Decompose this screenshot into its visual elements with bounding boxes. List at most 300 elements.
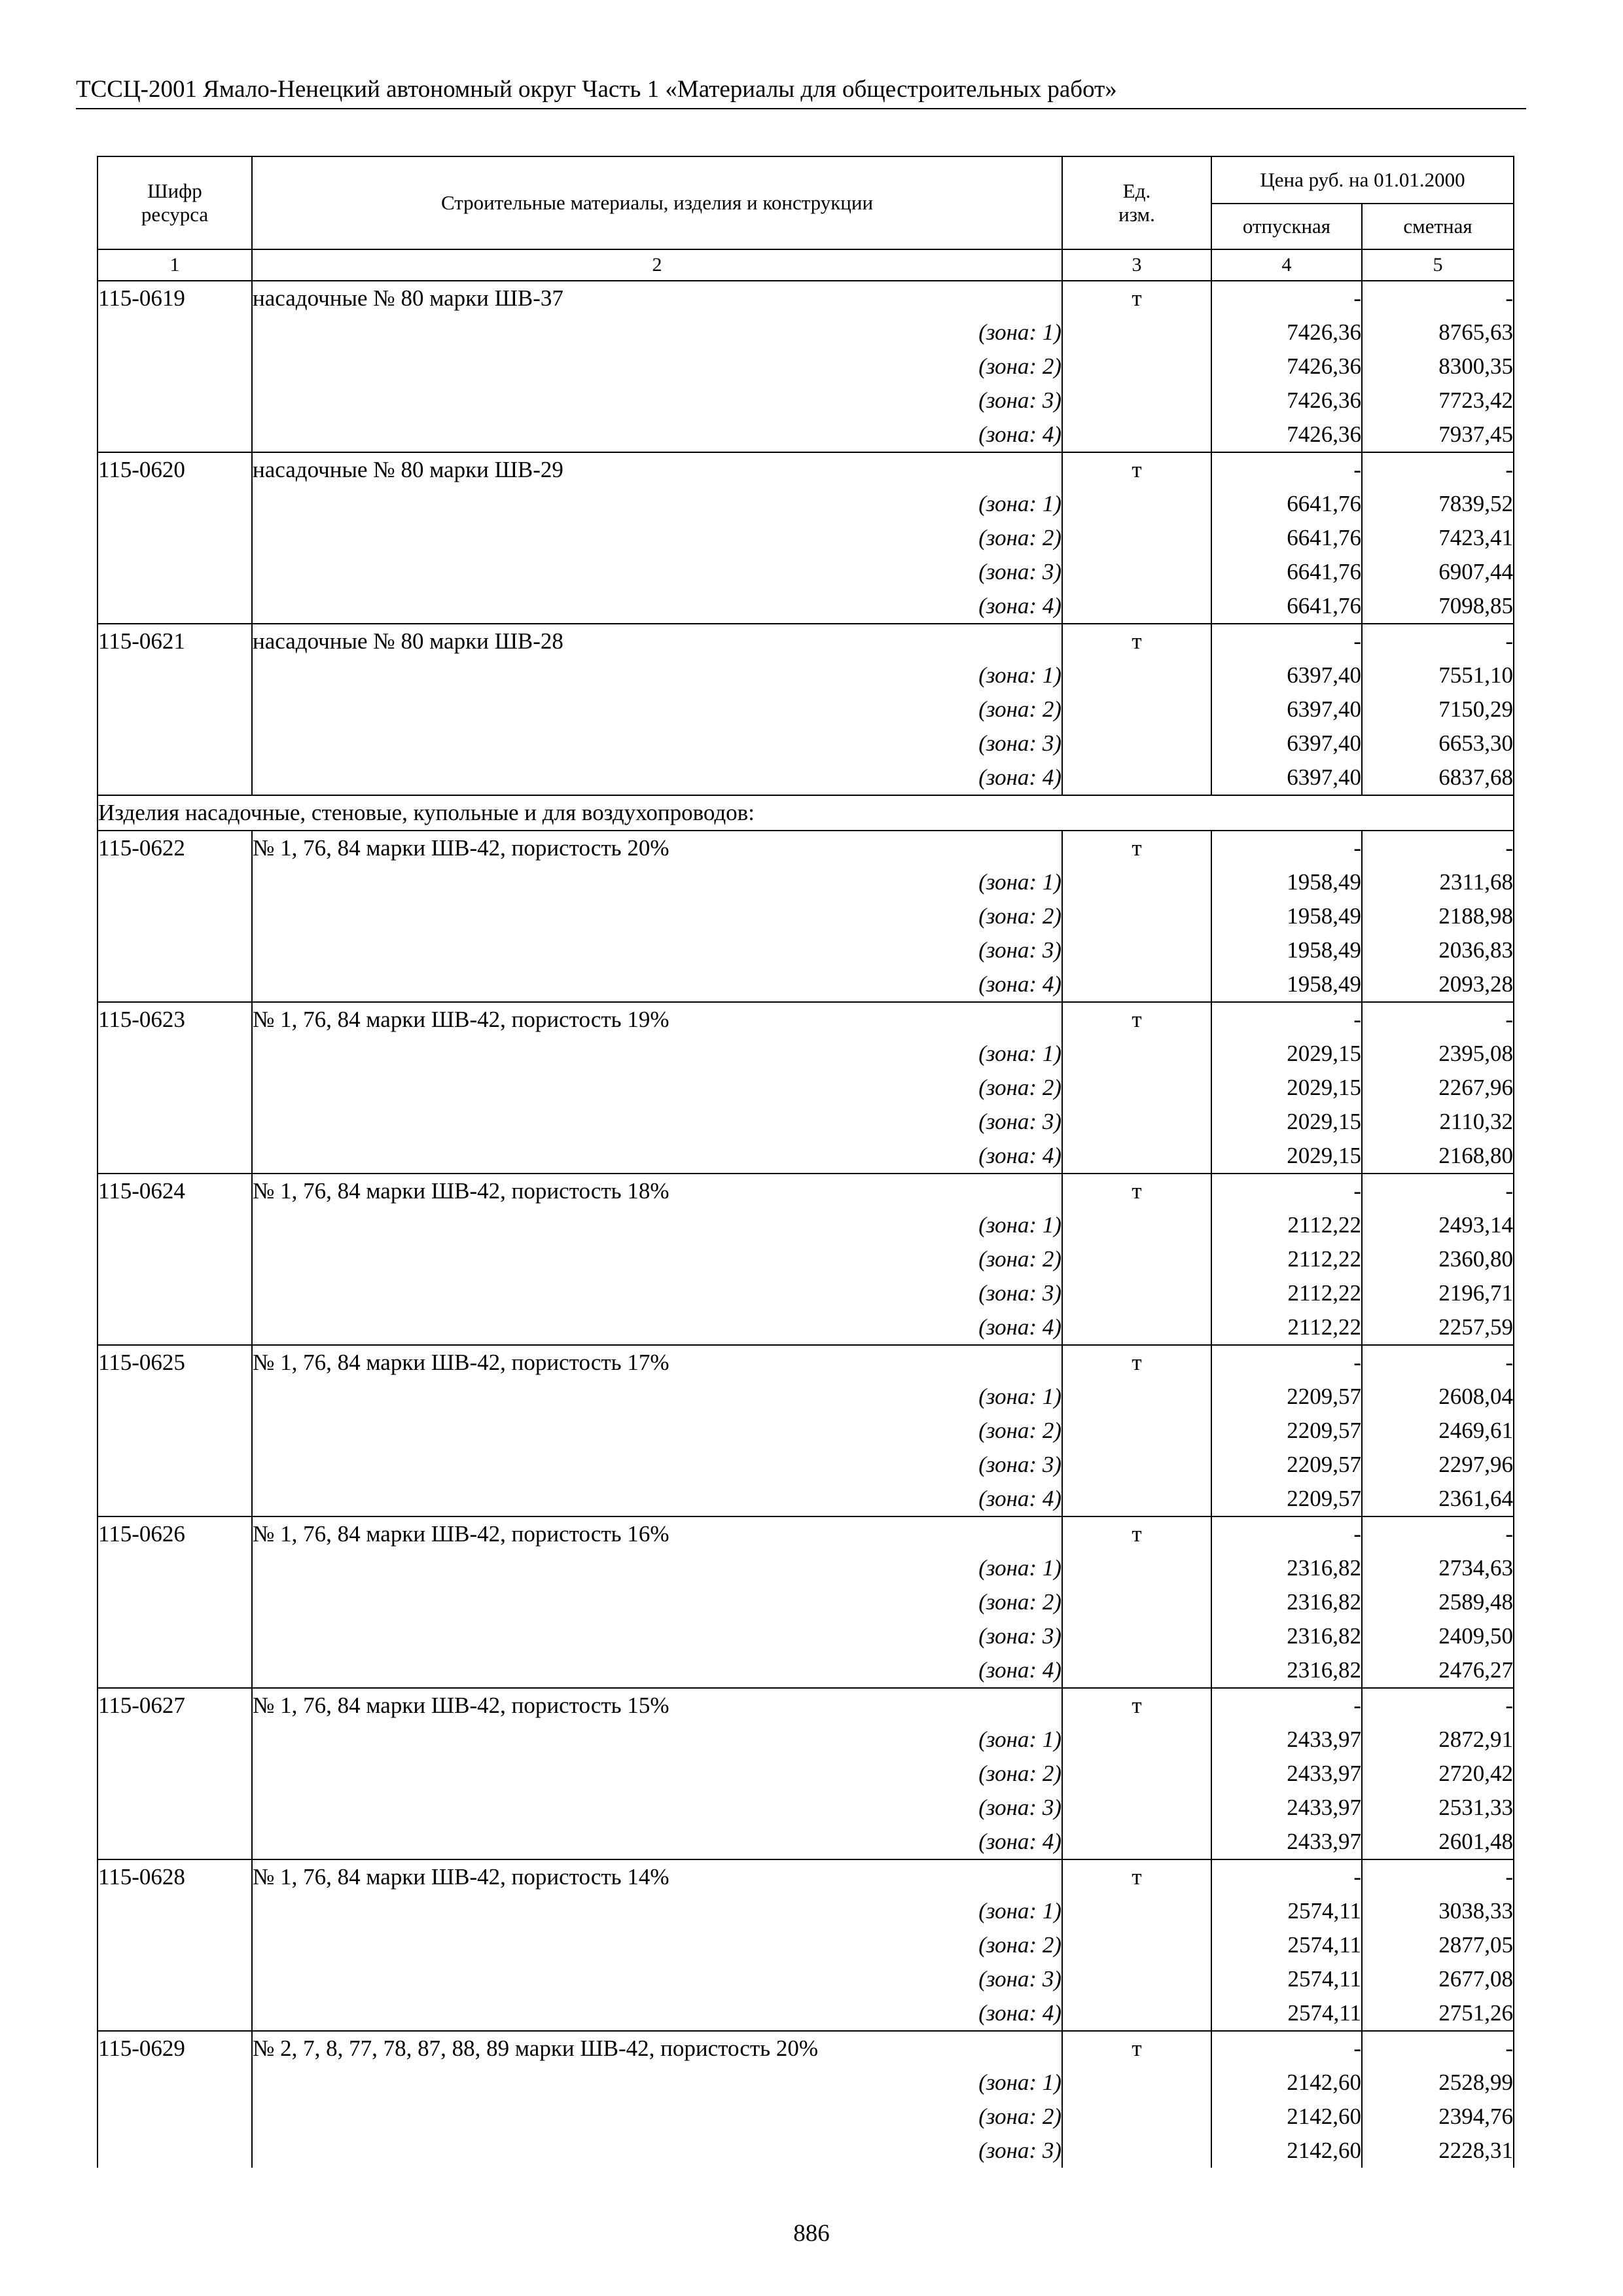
zone-label: (зона: 2) — [252, 521, 1062, 555]
zone-row — [98, 1380, 1514, 1414]
estimate-price: 8765,63 — [1362, 315, 1514, 350]
section-title: Изделия насадочные, стеновые, купольные и для воздухопроводов: — [98, 795, 1514, 831]
resource-code: 115-0625 — [98, 1345, 252, 1380]
release-price: 7426,36 — [1211, 315, 1362, 350]
release-price: 2142,60 — [1211, 2100, 1362, 2134]
release-price: 1958,49 — [1211, 865, 1362, 899]
estimate-price-dash: - — [1362, 1002, 1514, 1037]
zone-row — [98, 1653, 1514, 1688]
estimate-price: 7150,29 — [1362, 692, 1514, 726]
zone-unit-empty — [1062, 1482, 1211, 1516]
release-price-dash: - — [1211, 281, 1362, 315]
zone-code-empty — [98, 1380, 252, 1414]
resource-row — [98, 1002, 1514, 1037]
release-price-dash: - — [1211, 1516, 1362, 1551]
zone-unit-empty — [1062, 555, 1211, 589]
zone-label: (зона: 1) — [252, 1723, 1062, 1757]
zone-label: (зона: 1) — [252, 315, 1062, 350]
page-number: 886 — [793, 2220, 830, 2247]
zone-row — [98, 1105, 1514, 1139]
estimate-price: 2311,68 — [1362, 865, 1514, 899]
resource-unit: т — [1062, 1688, 1211, 1723]
col-number: 1 — [98, 249, 252, 281]
zone-unit-empty — [1062, 589, 1211, 624]
estimate-price: 3038,33 — [1362, 1894, 1514, 1928]
zone-row — [98, 1619, 1514, 1653]
zone-label: (зона: 4) — [252, 1996, 1062, 2031]
zone-unit-empty — [1062, 1723, 1211, 1757]
release-price: 1958,49 — [1211, 899, 1362, 933]
release-price: 2112,22 — [1211, 1310, 1362, 1345]
zone-label: (зона: 4) — [252, 589, 1062, 624]
zone-code-empty — [98, 1037, 252, 1071]
resource-code: 115-0622 — [98, 831, 252, 865]
zone-label: (зона: 2) — [252, 1585, 1062, 1619]
zone-row — [98, 2100, 1514, 2134]
release-price: 1958,49 — [1211, 967, 1362, 1002]
zone-unit-empty — [1062, 1928, 1211, 1962]
resource-code: 115-0627 — [98, 1688, 252, 1723]
release-price: 2209,57 — [1211, 1448, 1362, 1482]
zone-row — [98, 761, 1514, 795]
zone-row — [98, 1757, 1514, 1791]
zone-row — [98, 865, 1514, 899]
zone-row — [98, 521, 1514, 555]
zone-label: (зона: 2) — [252, 1242, 1062, 1276]
zone-code-empty — [98, 1619, 252, 1653]
estimate-price-dash: - — [1362, 1174, 1514, 1208]
estimate-price: 2110,32 — [1362, 1105, 1514, 1139]
zone-label: (зона: 3) — [252, 726, 1062, 761]
zone-unit-empty — [1062, 899, 1211, 933]
col-number: 3 — [1062, 249, 1211, 281]
zone-row — [98, 418, 1514, 452]
zone-label: (зона: 2) — [252, 899, 1062, 933]
release-price: 2209,57 — [1211, 1414, 1362, 1448]
table-head — [98, 156, 1514, 281]
zone-label: (зона: 4) — [252, 1310, 1062, 1345]
resource-unit: т — [1062, 281, 1211, 315]
estimate-price: 2360,80 — [1362, 1242, 1514, 1276]
zone-unit-empty — [1062, 1071, 1211, 1105]
estimate-price: 7423,41 — [1362, 521, 1514, 555]
col-release-header: отпускная — [1211, 204, 1362, 249]
zone-row — [98, 589, 1514, 624]
resource-code: 115-0623 — [98, 1002, 252, 1037]
estimate-price: 2196,71 — [1362, 1276, 1514, 1310]
resource-row — [98, 831, 1514, 865]
estimate-price-dash: - — [1362, 831, 1514, 865]
zone-code-empty — [98, 589, 252, 624]
release-price: 6397,40 — [1211, 658, 1362, 692]
zone-label: (зона: 3) — [252, 1962, 1062, 1996]
zone-row — [98, 967, 1514, 1002]
estimate-price: 2601,48 — [1362, 1825, 1514, 1859]
release-price: 2029,15 — [1211, 1105, 1362, 1139]
zone-row — [98, 1276, 1514, 1310]
zone-row — [98, 555, 1514, 589]
zone-label: (зона: 4) — [252, 1139, 1062, 1174]
table-body — [98, 281, 1514, 2168]
zone-row — [98, 487, 1514, 521]
estimate-price: 2394,76 — [1362, 2100, 1514, 2134]
zone-row — [98, 1791, 1514, 1825]
zone-unit-empty — [1062, 967, 1211, 1002]
estimate-price-dash: - — [1362, 452, 1514, 487]
zone-row — [98, 315, 1514, 350]
zone-code-empty — [98, 1482, 252, 1516]
zone-label: (зона: 3) — [252, 1448, 1062, 1482]
zone-label: (зона: 3) — [252, 1791, 1062, 1825]
estimate-price: 7937,45 — [1362, 418, 1514, 452]
release-price: 2574,11 — [1211, 1928, 1362, 1962]
zone-code-empty — [98, 384, 252, 418]
zone-code-empty — [98, 761, 252, 795]
zone-unit-empty — [1062, 1414, 1211, 1448]
estimate-price: 2257,59 — [1362, 1310, 1514, 1345]
zone-label: (зона: 3) — [252, 384, 1062, 418]
resource-unit: т — [1062, 831, 1211, 865]
release-price: 2316,82 — [1211, 1619, 1362, 1653]
zone-label: (зона: 1) — [252, 1380, 1062, 1414]
estimate-price: 7723,42 — [1362, 384, 1514, 418]
resource-code: 115-0624 — [98, 1174, 252, 1208]
zone-label: (зона: 3) — [252, 933, 1062, 967]
zone-unit-empty — [1062, 2100, 1211, 2134]
zone-unit-empty — [1062, 726, 1211, 761]
zone-code-empty — [98, 1310, 252, 1345]
release-price-dash: - — [1211, 2031, 1362, 2066]
estimate-price-dash: - — [1362, 1516, 1514, 1551]
release-price: 6397,40 — [1211, 761, 1362, 795]
zone-code-empty — [98, 1585, 252, 1619]
estimate-price: 2476,27 — [1362, 1653, 1514, 1688]
release-price: 2574,11 — [1211, 1996, 1362, 2031]
release-price: 2112,22 — [1211, 1276, 1362, 1310]
release-price: 2316,82 — [1211, 1585, 1362, 1619]
header-rule — [76, 108, 1526, 109]
zone-code-empty — [98, 521, 252, 555]
resource-name: насадочные № 80 марки ШВ-28 — [252, 624, 1062, 658]
release-price: 2112,22 — [1211, 1208, 1362, 1242]
release-price: 1958,49 — [1211, 933, 1362, 967]
release-price: 2029,15 — [1211, 1037, 1362, 1071]
zone-row — [98, 1448, 1514, 1482]
estimate-price: 2720,42 — [1362, 1757, 1514, 1791]
resource-row — [98, 452, 1514, 487]
zone-row — [98, 1962, 1514, 1996]
release-price: 6397,40 — [1211, 726, 1362, 761]
zone-code-empty — [98, 692, 252, 726]
resource-row — [98, 1688, 1514, 1723]
zone-code-empty — [98, 967, 252, 1002]
zone-label: (зона: 1) — [252, 1208, 1062, 1242]
release-price-dash: - — [1211, 624, 1362, 658]
estimate-price: 2267,96 — [1362, 1071, 1514, 1105]
release-price-dash: - — [1211, 1002, 1362, 1037]
release-price: 2433,97 — [1211, 1723, 1362, 1757]
zone-unit-empty — [1062, 2066, 1211, 2100]
resource-unit: т — [1062, 452, 1211, 487]
zone-unit-empty — [1062, 1448, 1211, 1482]
zone-code-empty — [98, 487, 252, 521]
zone-code-empty — [98, 2134, 252, 2168]
zone-label: (зона: 1) — [252, 658, 1062, 692]
zone-code-empty — [98, 1723, 252, 1757]
resource-name: № 1, 76, 84 марки ШВ-42, пористость 16% — [252, 1516, 1062, 1551]
zone-unit-empty — [1062, 1585, 1211, 1619]
resource-unit: т — [1062, 1516, 1211, 1551]
zone-code-empty — [98, 899, 252, 933]
zone-unit-empty — [1062, 1653, 1211, 1688]
resource-unit: т — [1062, 1345, 1211, 1380]
release-price: 2029,15 — [1211, 1139, 1362, 1174]
col-number: 2 — [252, 249, 1062, 281]
zone-label: (зона: 2) — [252, 1414, 1062, 1448]
resource-row — [98, 1859, 1514, 1894]
zone-row — [98, 1482, 1514, 1516]
resource-code: 115-0621 — [98, 624, 252, 658]
zone-row — [98, 384, 1514, 418]
resource-unit: т — [1062, 1002, 1211, 1037]
zone-unit-empty — [1062, 350, 1211, 384]
release-price: 2209,57 — [1211, 1380, 1362, 1414]
zone-label: (зона: 3) — [252, 2134, 1062, 2168]
column-number-row — [98, 249, 1514, 281]
zone-label: (зона: 4) — [252, 761, 1062, 795]
zone-code-empty — [98, 1894, 252, 1928]
zone-row — [98, 350, 1514, 384]
estimate-price: 2361,64 — [1362, 1482, 1514, 1516]
estimate-price: 2751,26 — [1362, 1996, 1514, 2031]
release-price-dash: - — [1211, 831, 1362, 865]
release-price: 2433,97 — [1211, 1757, 1362, 1791]
zone-row — [98, 658, 1514, 692]
release-price: 7426,36 — [1211, 384, 1362, 418]
zone-unit-empty — [1062, 1757, 1211, 1791]
resource-name: № 1, 76, 84 марки ШВ-42, пористость 18% — [252, 1174, 1062, 1208]
zone-unit-empty — [1062, 1380, 1211, 1414]
resource-code: 115-0626 — [98, 1516, 252, 1551]
zone-code-empty — [98, 1448, 252, 1482]
resource-code: 115-0628 — [98, 1859, 252, 1894]
resource-name: № 1, 76, 84 марки ШВ-42, пористость 14% — [252, 1859, 1062, 1894]
zone-label: (зона: 1) — [252, 1037, 1062, 1071]
release-price: 6641,76 — [1211, 521, 1362, 555]
resource-row — [98, 1345, 1514, 1380]
zone-unit-empty — [1062, 315, 1211, 350]
zone-code-empty — [98, 1791, 252, 1825]
zone-code-empty — [98, 1242, 252, 1276]
resource-code: 115-0619 — [98, 281, 252, 315]
zone-row — [98, 1585, 1514, 1619]
zone-unit-empty — [1062, 418, 1211, 452]
zone-unit-empty — [1062, 384, 1211, 418]
resource-name: насадочные № 80 марки ШВ-29 — [252, 452, 1062, 487]
zone-label: (зона: 2) — [252, 350, 1062, 384]
estimate-price: 6907,44 — [1362, 555, 1514, 589]
zone-unit-empty — [1062, 1139, 1211, 1174]
zone-row — [98, 1071, 1514, 1105]
zone-row — [98, 1551, 1514, 1585]
zone-unit-empty — [1062, 865, 1211, 899]
release-price: 7426,36 — [1211, 350, 1362, 384]
estimate-price: 2528,99 — [1362, 2066, 1514, 2100]
zone-unit-empty — [1062, 1037, 1211, 1071]
estimate-price-dash: - — [1362, 1688, 1514, 1723]
zone-row — [98, 1310, 1514, 1345]
resource-name: № 1, 76, 84 марки ШВ-42, пористость 15% — [252, 1688, 1062, 1723]
zone-code-empty — [98, 1653, 252, 1688]
estimate-price: 6653,30 — [1362, 726, 1514, 761]
resource-unit: т — [1062, 1174, 1211, 1208]
zone-code-empty — [98, 658, 252, 692]
zone-unit-empty — [1062, 1825, 1211, 1859]
zone-code-empty — [98, 1414, 252, 1448]
zone-label: (зона: 4) — [252, 418, 1062, 452]
estimate-price: 7551,10 — [1362, 658, 1514, 692]
release-price-dash: - — [1211, 1859, 1362, 1894]
estimate-price: 2877,05 — [1362, 1928, 1514, 1962]
zone-code-empty — [98, 1928, 252, 1962]
zone-code-empty — [98, 2100, 252, 2134]
zone-row — [98, 1414, 1514, 1448]
zone-unit-empty — [1062, 692, 1211, 726]
zone-label: (зона: 2) — [252, 692, 1062, 726]
zone-code-empty — [98, 418, 252, 452]
release-price: 2029,15 — [1211, 1071, 1362, 1105]
zone-row — [98, 1825, 1514, 1859]
zone-row — [98, 1242, 1514, 1276]
zone-label: (зона: 1) — [252, 865, 1062, 899]
release-price: 2112,22 — [1211, 1242, 1362, 1276]
zone-code-empty — [98, 1139, 252, 1174]
zone-label: (зона: 1) — [252, 1894, 1062, 1928]
estimate-price: 2228,31 — [1362, 2134, 1514, 2168]
zone-row — [98, 933, 1514, 967]
zone-row — [98, 1139, 1514, 1174]
zone-code-empty — [98, 1071, 252, 1105]
zone-unit-empty — [1062, 1791, 1211, 1825]
estimate-price: 2409,50 — [1362, 1619, 1514, 1653]
zone-code-empty — [98, 1996, 252, 2031]
zone-label: (зона: 2) — [252, 1071, 1062, 1105]
zone-row — [98, 1928, 1514, 1962]
zone-unit-empty — [1062, 761, 1211, 795]
zone-code-empty — [98, 350, 252, 384]
zone-row — [98, 1894, 1514, 1928]
price-table — [97, 156, 1514, 2168]
zone-code-empty — [98, 1551, 252, 1585]
zone-unit-empty — [1062, 1996, 1211, 2031]
zone-label: (зона: 2) — [252, 1928, 1062, 1962]
zone-unit-empty — [1062, 1619, 1211, 1653]
estimate-price: 2608,04 — [1362, 1380, 1514, 1414]
zone-unit-empty — [1062, 487, 1211, 521]
release-price: 2316,82 — [1211, 1653, 1362, 1688]
zone-code-empty — [98, 1962, 252, 1996]
zone-unit-empty — [1062, 1894, 1211, 1928]
release-price: 7426,36 — [1211, 418, 1362, 452]
release-price: 2316,82 — [1211, 1551, 1362, 1585]
resource-name: насадочные № 80 марки ШВ-37 — [252, 281, 1062, 315]
estimate-price: 2734,63 — [1362, 1551, 1514, 1585]
zone-unit-empty — [1062, 658, 1211, 692]
zone-unit-empty — [1062, 1276, 1211, 1310]
zone-row — [98, 726, 1514, 761]
release-price: 2433,97 — [1211, 1791, 1362, 1825]
zone-row — [98, 1996, 1514, 2031]
zone-code-empty — [98, 933, 252, 967]
release-price-dash: - — [1211, 1345, 1362, 1380]
zone-label: (зона: 3) — [252, 1619, 1062, 1653]
zone-label: (зона: 4) — [252, 1482, 1062, 1516]
estimate-price: 2872,91 — [1362, 1723, 1514, 1757]
zone-row — [98, 692, 1514, 726]
zone-row — [98, 2066, 1514, 2100]
zone-code-empty — [98, 1105, 252, 1139]
estimate-price-dash: - — [1362, 1859, 1514, 1894]
estimate-price: 8300,35 — [1362, 350, 1514, 384]
header-row-1 — [98, 156, 1514, 204]
zone-unit-empty — [1062, 521, 1211, 555]
estimate-price-dash: - — [1362, 1345, 1514, 1380]
zone-code-empty — [98, 1208, 252, 1242]
zone-unit-empty — [1062, 933, 1211, 967]
col-number: 4 — [1211, 249, 1362, 281]
release-price: 2209,57 — [1211, 1482, 1362, 1516]
zone-unit-empty — [1062, 1962, 1211, 1996]
zone-code-empty — [98, 555, 252, 589]
zone-unit-empty — [1062, 1242, 1211, 1276]
zone-label: (зона: 2) — [252, 2100, 1062, 2134]
zone-label: (зона: 3) — [252, 1276, 1062, 1310]
estimate-price: 2469,61 — [1362, 1414, 1514, 1448]
estimate-price: 2677,08 — [1362, 1962, 1514, 1996]
col-code-header: Шифр ресурса — [98, 156, 252, 249]
estimate-price: 2036,83 — [1362, 933, 1514, 967]
release-price: 2574,11 — [1211, 1894, 1362, 1928]
resource-unit: т — [1062, 624, 1211, 658]
estimate-price: 2093,28 — [1362, 967, 1514, 1002]
zone-row — [98, 1723, 1514, 1757]
zone-code-empty — [98, 1757, 252, 1791]
zone-label: (зона: 3) — [252, 1105, 1062, 1139]
zone-code-empty — [98, 1825, 252, 1859]
estimate-price: 2493,14 — [1362, 1208, 1514, 1242]
estimate-price: 7839,52 — [1362, 487, 1514, 521]
resource-unit: т — [1062, 2031, 1211, 2066]
zone-code-empty — [98, 1276, 252, 1310]
estimate-price-dash: - — [1362, 281, 1514, 315]
release-price: 6641,76 — [1211, 555, 1362, 589]
col-price-header: Цена руб. на 01.01.2000 — [1211, 156, 1514, 204]
resource-name: № 2, 7, 8, 77, 78, 87, 88, 89 марки ШВ-42, пористость 20% — [252, 2031, 1062, 2066]
estimate-price: 2589,48 — [1362, 1585, 1514, 1619]
zone-label: (зона: 1) — [252, 487, 1062, 521]
resource-row — [98, 281, 1514, 315]
resource-code: 115-0620 — [98, 452, 252, 487]
estimate-price: 2395,08 — [1362, 1037, 1514, 1071]
zone-unit-empty — [1062, 1551, 1211, 1585]
zone-row — [98, 2134, 1514, 2168]
release-price-dash: - — [1211, 1688, 1362, 1723]
zone-code-empty — [98, 2066, 252, 2100]
release-price: 6397,40 — [1211, 692, 1362, 726]
release-price: 2574,11 — [1211, 1962, 1362, 1996]
zone-label: (зона: 4) — [252, 1825, 1062, 1859]
zone-label: (зона: 4) — [252, 967, 1062, 1002]
